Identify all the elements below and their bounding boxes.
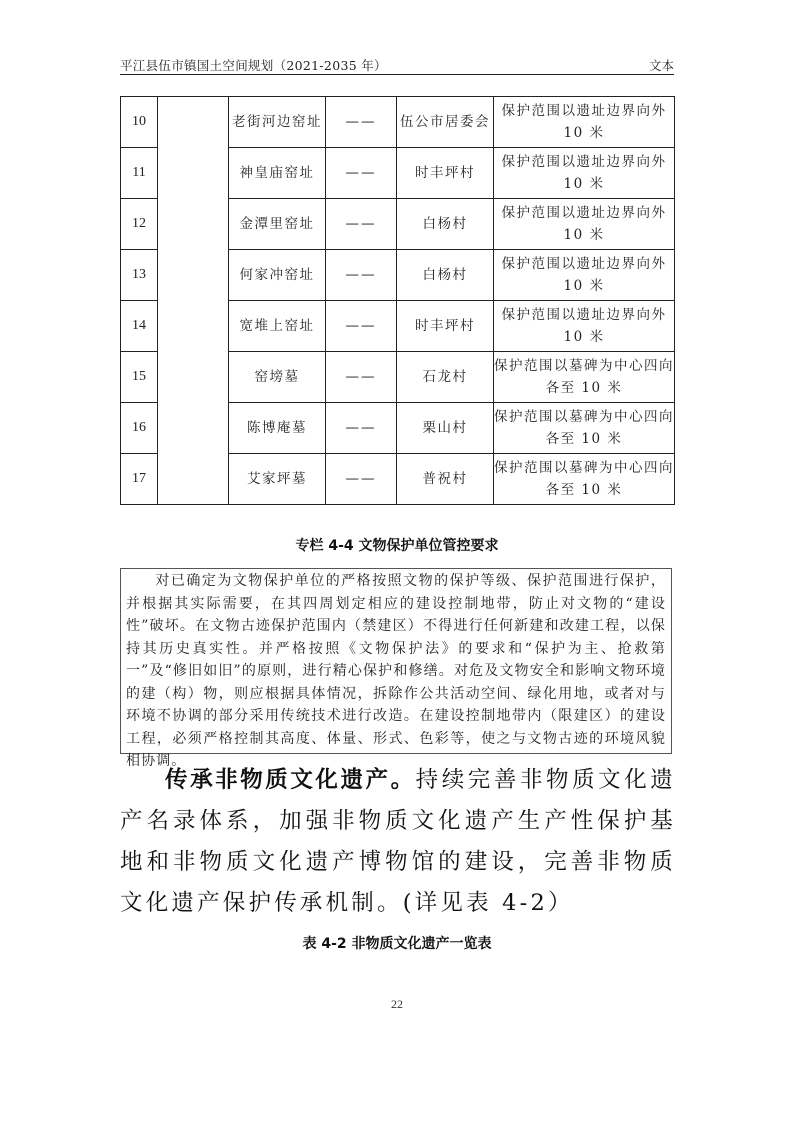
protection-range-line2: 10 米 <box>563 329 605 345</box>
category-cell <box>158 97 229 505</box>
protection-range-line2: 10 米 <box>563 278 605 294</box>
protection-range-line2: 各至 10 米 <box>545 482 623 498</box>
control-requirements-box <box>120 568 672 769</box>
site-location: 石龙村 <box>397 352 494 403</box>
paragraph-lead: 传承非物质文化遗产。 <box>165 767 416 793</box>
row-number: 15 <box>121 352 158 403</box>
protection-range <box>494 199 675 250</box>
site-name: 陈博庵墓 <box>229 403 326 454</box>
protection-range-line2: 10 米 <box>563 176 605 192</box>
table-body <box>121 97 675 505</box>
row-number: 13 <box>121 250 158 301</box>
heritage-protection-table <box>120 96 675 505</box>
site-location: 时丰坪村 <box>397 148 494 199</box>
site-name: 宽堆上窑址 <box>229 301 326 352</box>
site-name: 艾家坪墓 <box>229 454 326 505</box>
page-number: 22 <box>391 997 403 1011</box>
site-location: 栗山村 <box>397 403 494 454</box>
protection-range-line1: 保护范围以遗址边界向外 <box>501 256 667 272</box>
table-caption: 表 4-2 非物质文化遗产一览表 <box>302 936 492 952</box>
protection-range-line2: 各至 10 米 <box>545 431 623 447</box>
site-era: —— <box>326 301 397 352</box>
site-era: —— <box>326 148 397 199</box>
site-era: —— <box>326 352 397 403</box>
body-paragraph <box>120 760 676 924</box>
site-location: 时丰坪村 <box>397 301 494 352</box>
document-title: 平江县伍市镇国土空间规划（2021-2035 年） <box>120 58 387 73</box>
protection-range-line1: 保护范围以遗址边界向外 <box>501 205 667 221</box>
document-type: 文本 <box>648 58 674 73</box>
site-era: —— <box>326 199 397 250</box>
protection-range <box>494 352 675 403</box>
site-location: 白杨村 <box>397 199 494 250</box>
protection-range-line1: 保护范围以遗址边界向外 <box>501 154 667 170</box>
site-era: —— <box>326 454 397 505</box>
protection-range-line1: 保护范围以遗址边界向外 <box>501 307 667 323</box>
row-number: 17 <box>121 454 158 505</box>
protection-range <box>494 250 675 301</box>
box-title: 专栏 4-4 文物保护单位管控要求 <box>295 538 499 554</box>
protection-range <box>494 148 675 199</box>
protection-range-line1: 保护范围以遗址边界向外 <box>501 103 667 119</box>
site-name: 何家冲窑址 <box>229 250 326 301</box>
site-name: 神皇庙窑址 <box>229 148 326 199</box>
protection-range-line1: 保护范围以墓碑为中心四向 <box>494 358 674 374</box>
site-name: 金潭里窑址 <box>229 199 326 250</box>
table-row <box>121 97 675 148</box>
paragraph-text: 持续完善非物质文化遗产名录体系，加强非物质文化遗产生产性保护基地和非物质文化遗产博物馆的建设，完善非物质文化遗产保护传承机制。(详见表 4-2） <box>120 767 676 916</box>
protection-range-line1: 保护范围以墓碑为中心四向 <box>494 460 674 476</box>
row-number: 16 <box>121 403 158 454</box>
protection-range-line2: 各至 10 米 <box>545 380 623 396</box>
site-era: —— <box>326 403 397 454</box>
site-location: 伍公市居委会 <box>397 97 494 148</box>
row-number: 12 <box>121 199 158 250</box>
protection-range-line2: 10 米 <box>563 125 605 141</box>
row-number: 14 <box>121 301 158 352</box>
site-location: 普祝村 <box>397 454 494 505</box>
site-name: 窑塝墓 <box>229 352 326 403</box>
protection-range <box>494 403 675 454</box>
protection-range <box>494 454 675 505</box>
protection-range <box>494 97 675 148</box>
site-location: 白杨村 <box>397 250 494 301</box>
site-era: —— <box>326 250 397 301</box>
site-name: 老街河边窑址 <box>229 97 326 148</box>
protection-range <box>494 301 675 352</box>
row-number: 10 <box>121 97 158 148</box>
row-number: 11 <box>121 148 158 199</box>
page-header <box>120 55 674 75</box>
protection-range-line2: 10 米 <box>563 227 605 243</box>
protection-range-line1: 保护范围以墓碑为中心四向 <box>494 409 674 425</box>
box-text: 对已确定为文物保护单位的严格按照文物的保护等级、保护范围进行保护，并根据其实际需要，在其四周划定相应的建设控制地带，防止对文物的“建设性”破坏。在文物古迹保护范围内（禁建区）不得进行任何新建和改建工程，以保持其历史真实性。并严格按照《文物保护法》的要求和“保护为主、抢救第一”及“修旧如旧”的原则，进行精心保护和修缮。对危及文物安全和影响文物环境的建（构）物，则应根据具体情况，拆除作公共活动空间、绿化用地，或者对与环境不协调的部分采用传统技术进行改造。在建设控制地带内（限建区）的建设工程，必须严格控制其高度、体量、形式、色彩等，使之与文物古迹的环境风貌相协调。 <box>126 573 666 769</box>
site-era: —— <box>326 97 397 148</box>
